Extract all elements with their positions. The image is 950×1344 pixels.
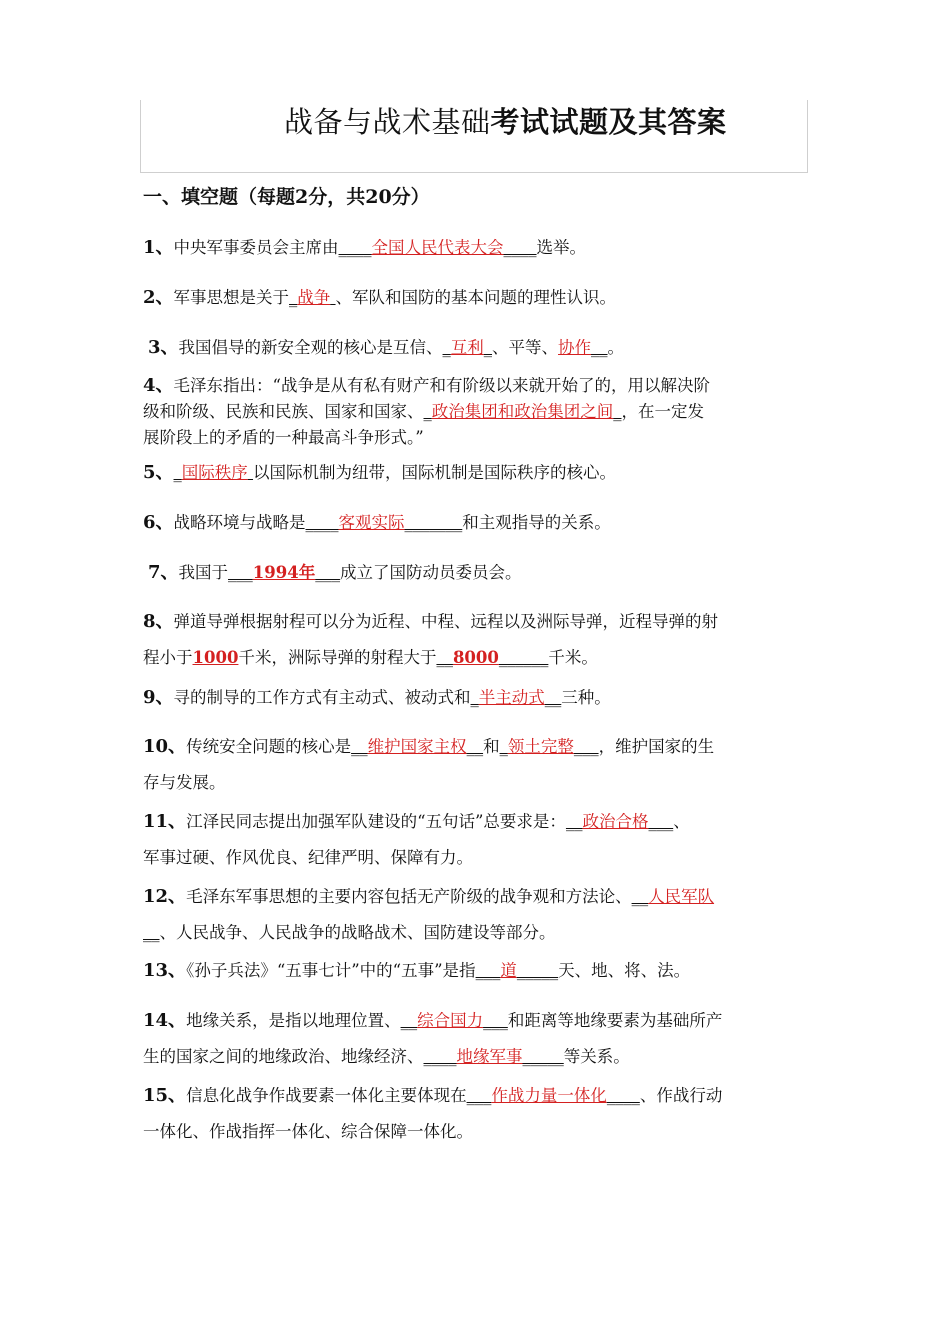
answer-8b: 8000 (452, 648, 499, 667)
question-4: 4、毛泽东指出：“战争是从有私有财产和有阶级以来就开始了的，用以解决阶 级和阶级、民族和民族、国家和国家、_政治集团和政治集团之间_，在一定发 展阶段上的矛盾的一种最高斗争形式。” (143, 375, 710, 447)
question-9: 9、寻的制导的工作方式有主动式、被动式和_半主动式__三种。 (143, 687, 611, 708)
answer-11: 政治合格 (582, 812, 649, 831)
answer-7: 1994年 (252, 563, 316, 582)
answer-3b: 协作 (558, 338, 592, 357)
question-1: 1、中央军事委员会主席由____全国人民代表大会____选举。 (143, 237, 587, 258)
question-11: 11、江泽民同志提出加强军队建设的“五句话”总要求是：__政治合格___、 军事过硬、作风优良、纪律严明、保障有力。 (143, 811, 690, 867)
question-6: 6、战略环境与战略是____客观实际_______和主观指导的关系。 (143, 512, 611, 533)
answer-2: 战争 (297, 288, 331, 307)
answer-10a: 维护国家主权 (367, 737, 467, 756)
answer-3a: 互利 (450, 338, 484, 357)
answer-4: 政治集团和政治集团之间 (431, 402, 614, 421)
question-2: 2、军事思想是关于_战争 、军队和国防的基本问题的理性认识。 (143, 287, 617, 308)
answer-15: 作战力量一体化 (491, 1086, 607, 1105)
answer-6: 客观实际 (338, 513, 405, 532)
answer-14a: 综合国力 (417, 1011, 484, 1030)
question-14: 14、地缘关系，是指以地理位置、__综合国力___和距离等地缘要素为基础所产 生的国家之间的地缘政治、地缘经济、____地缘军事_____等关系。 (143, 1010, 723, 1066)
section-heading: 一、填空题（每题2分，共20分） (143, 186, 430, 208)
answer-13: 道 (500, 961, 517, 980)
question-3: 3、我国倡导的新安全观的核心是互信、_互利_、平等、协作__。 (148, 337, 625, 358)
answer-10b: 领土完整 (507, 737, 574, 756)
question-10: 10、传统安全问题的核心是__维护国家主权__和_领土完整___，维护国家的生 存与发展。 (143, 736, 715, 792)
answer-1: 全国人民代表大会 (371, 238, 504, 257)
answer-14b: 地缘军事 (456, 1047, 523, 1066)
question-8: 8、弹道导弹根据射程可以分为近程、中程、远程以及洲际导弹，近程导弹的射 程小于1000千米，洲际导弹的射程大于__8000______千米。 (143, 611, 719, 667)
answer-8a: 1000 (192, 648, 239, 667)
question-7: 7、我国于___1994年___成立了国防动员委员会。 (148, 562, 522, 583)
answer-12: 人民军队 (648, 887, 715, 906)
page-title: 战备与战术基础考试试题及其答案 (284, 105, 727, 139)
question-15: 15、信息化战争作战要素一体化主要体现在___作战力量一体化____、作战行动 一体化、作战指挥一体化、综合保障一体化。 (143, 1085, 723, 1141)
question-13: 13、《孙子兵法》“五事七计”中的“五事”是指___道_____天、地、将、法。 (143, 960, 691, 981)
answer-9: 半主动式 (478, 688, 545, 707)
question-5: 5、_国际秩序 以国际机制为纽带，国际机制是国际秩序的核心。 (143, 462, 617, 483)
question-12: 12、毛泽东军事思想的主要内容包括无产阶级的战争观和方法论、__人民军队 __、人民战争、人民战争的战略战术、国防建设等部分。 (143, 886, 715, 942)
answer-5: 国际秩序 (181, 463, 248, 482)
